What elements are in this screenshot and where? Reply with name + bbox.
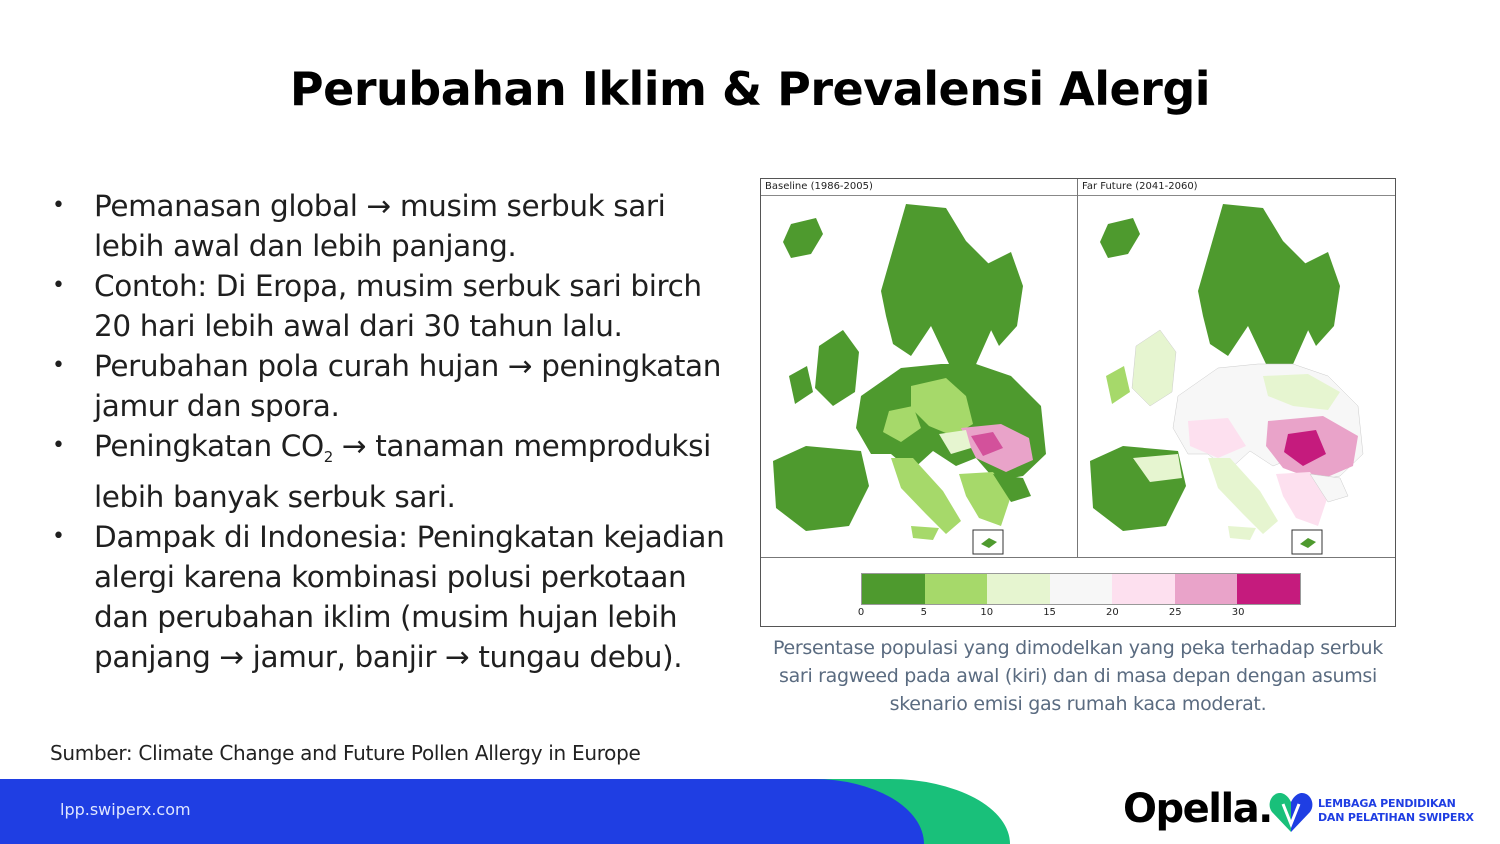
bullet-item — [50, 186, 740, 266]
bullet-item — [50, 426, 740, 517]
partner-line-1: LEMBAGA PENDIDIKAN — [1318, 797, 1456, 810]
bullet-dot-icon: • — [52, 433, 65, 458]
europe-map-future — [1078, 196, 1395, 557]
bullet-text: Pemanasan global → musim serbuk sari lebih awal dan lebih panjang. — [94, 189, 666, 263]
bullet-dot-icon: • — [52, 273, 65, 298]
legend-tick: 25 — [1168, 607, 1182, 618]
map-panel-future — [1078, 179, 1395, 558]
source-citation: Sumber: Climate Change and Future Pollen Allergy in Europe — [50, 741, 641, 765]
panel-label-baseline: Baseline (1986-2005) — [765, 181, 873, 192]
legend-tick: 5 — [920, 607, 928, 618]
bullet-list — [50, 186, 740, 677]
footer-url-link[interactable]: lpp.swiperx.com — [60, 800, 191, 819]
legend-tick-labels — [857, 607, 1301, 621]
legend-swatch — [862, 574, 925, 604]
bullet-item — [50, 266, 740, 346]
map-figure — [760, 178, 1396, 627]
legend-swatch — [1175, 574, 1238, 604]
legend-tick: 20 — [1106, 607, 1119, 618]
figure-divider — [761, 557, 1395, 558]
legend-swatch — [1237, 574, 1300, 604]
bullet-item — [50, 346, 740, 426]
partner-line-2: DAN PELATIHAN SWIPERX — [1318, 811, 1474, 824]
bullet-text-after: → tanaman memproduksi lebih banyak serbuk sari. — [94, 429, 711, 514]
co2-subscript: 2 — [323, 448, 333, 466]
legend-swatch — [1050, 574, 1113, 604]
bullet-item — [50, 517, 740, 677]
panel-label-future: Far Future (2041-2060) — [1082, 181, 1198, 192]
legend-tick: 30 — [1231, 607, 1245, 618]
bullet-text: Dampak di Indonesia: Peningkatan kejadian alergi karena kombinasi polusi perkotaan dan perubahan iklim (musim hujan lebih panjang → jamur, banjir → tungau debu). — [94, 520, 725, 674]
bullet-dot-icon: • — [52, 193, 65, 218]
bullet-text-before: Peningkatan CO — [94, 429, 324, 463]
bullet-dot-icon: • — [52, 524, 65, 549]
legend-tick: 0 — [857, 607, 865, 618]
legend-swatch — [925, 574, 988, 604]
partner-logo-text — [1318, 797, 1474, 825]
slide-title: Perubahan Iklim & Prevalensi Alergi — [289, 62, 1211, 116]
legend-swatch — [1112, 574, 1175, 604]
bullet-text: Contoh: Di Eropa, musim serbuk sari birch 20 hari lebih awal dari 30 tahun lalu. — [94, 269, 702, 343]
bullet-text: Perubahan pola curah hujan → peningkatan jamur dan spora. — [94, 349, 721, 423]
opella-logo: Opella. — [1123, 786, 1272, 832]
legend-tick: 10 — [980, 607, 994, 618]
bullet-dot-icon: • — [52, 353, 65, 378]
legend-swatch — [987, 574, 1050, 604]
heart-logo-icon — [1268, 790, 1314, 834]
figure-caption: Persentase populasi yang dimodelkan yang peka terhadap serbuk sari ragweed pada awal (kiri) dan di masa depan dengan asumsi skenario emisi gas rumah kaca moderat. — [773, 637, 1383, 715]
europe-map-baseline — [761, 196, 1077, 557]
legend-tick: 15 — [1043, 607, 1056, 618]
color-scale-legend — [861, 573, 1301, 605]
map-panel-baseline — [761, 179, 1078, 558]
